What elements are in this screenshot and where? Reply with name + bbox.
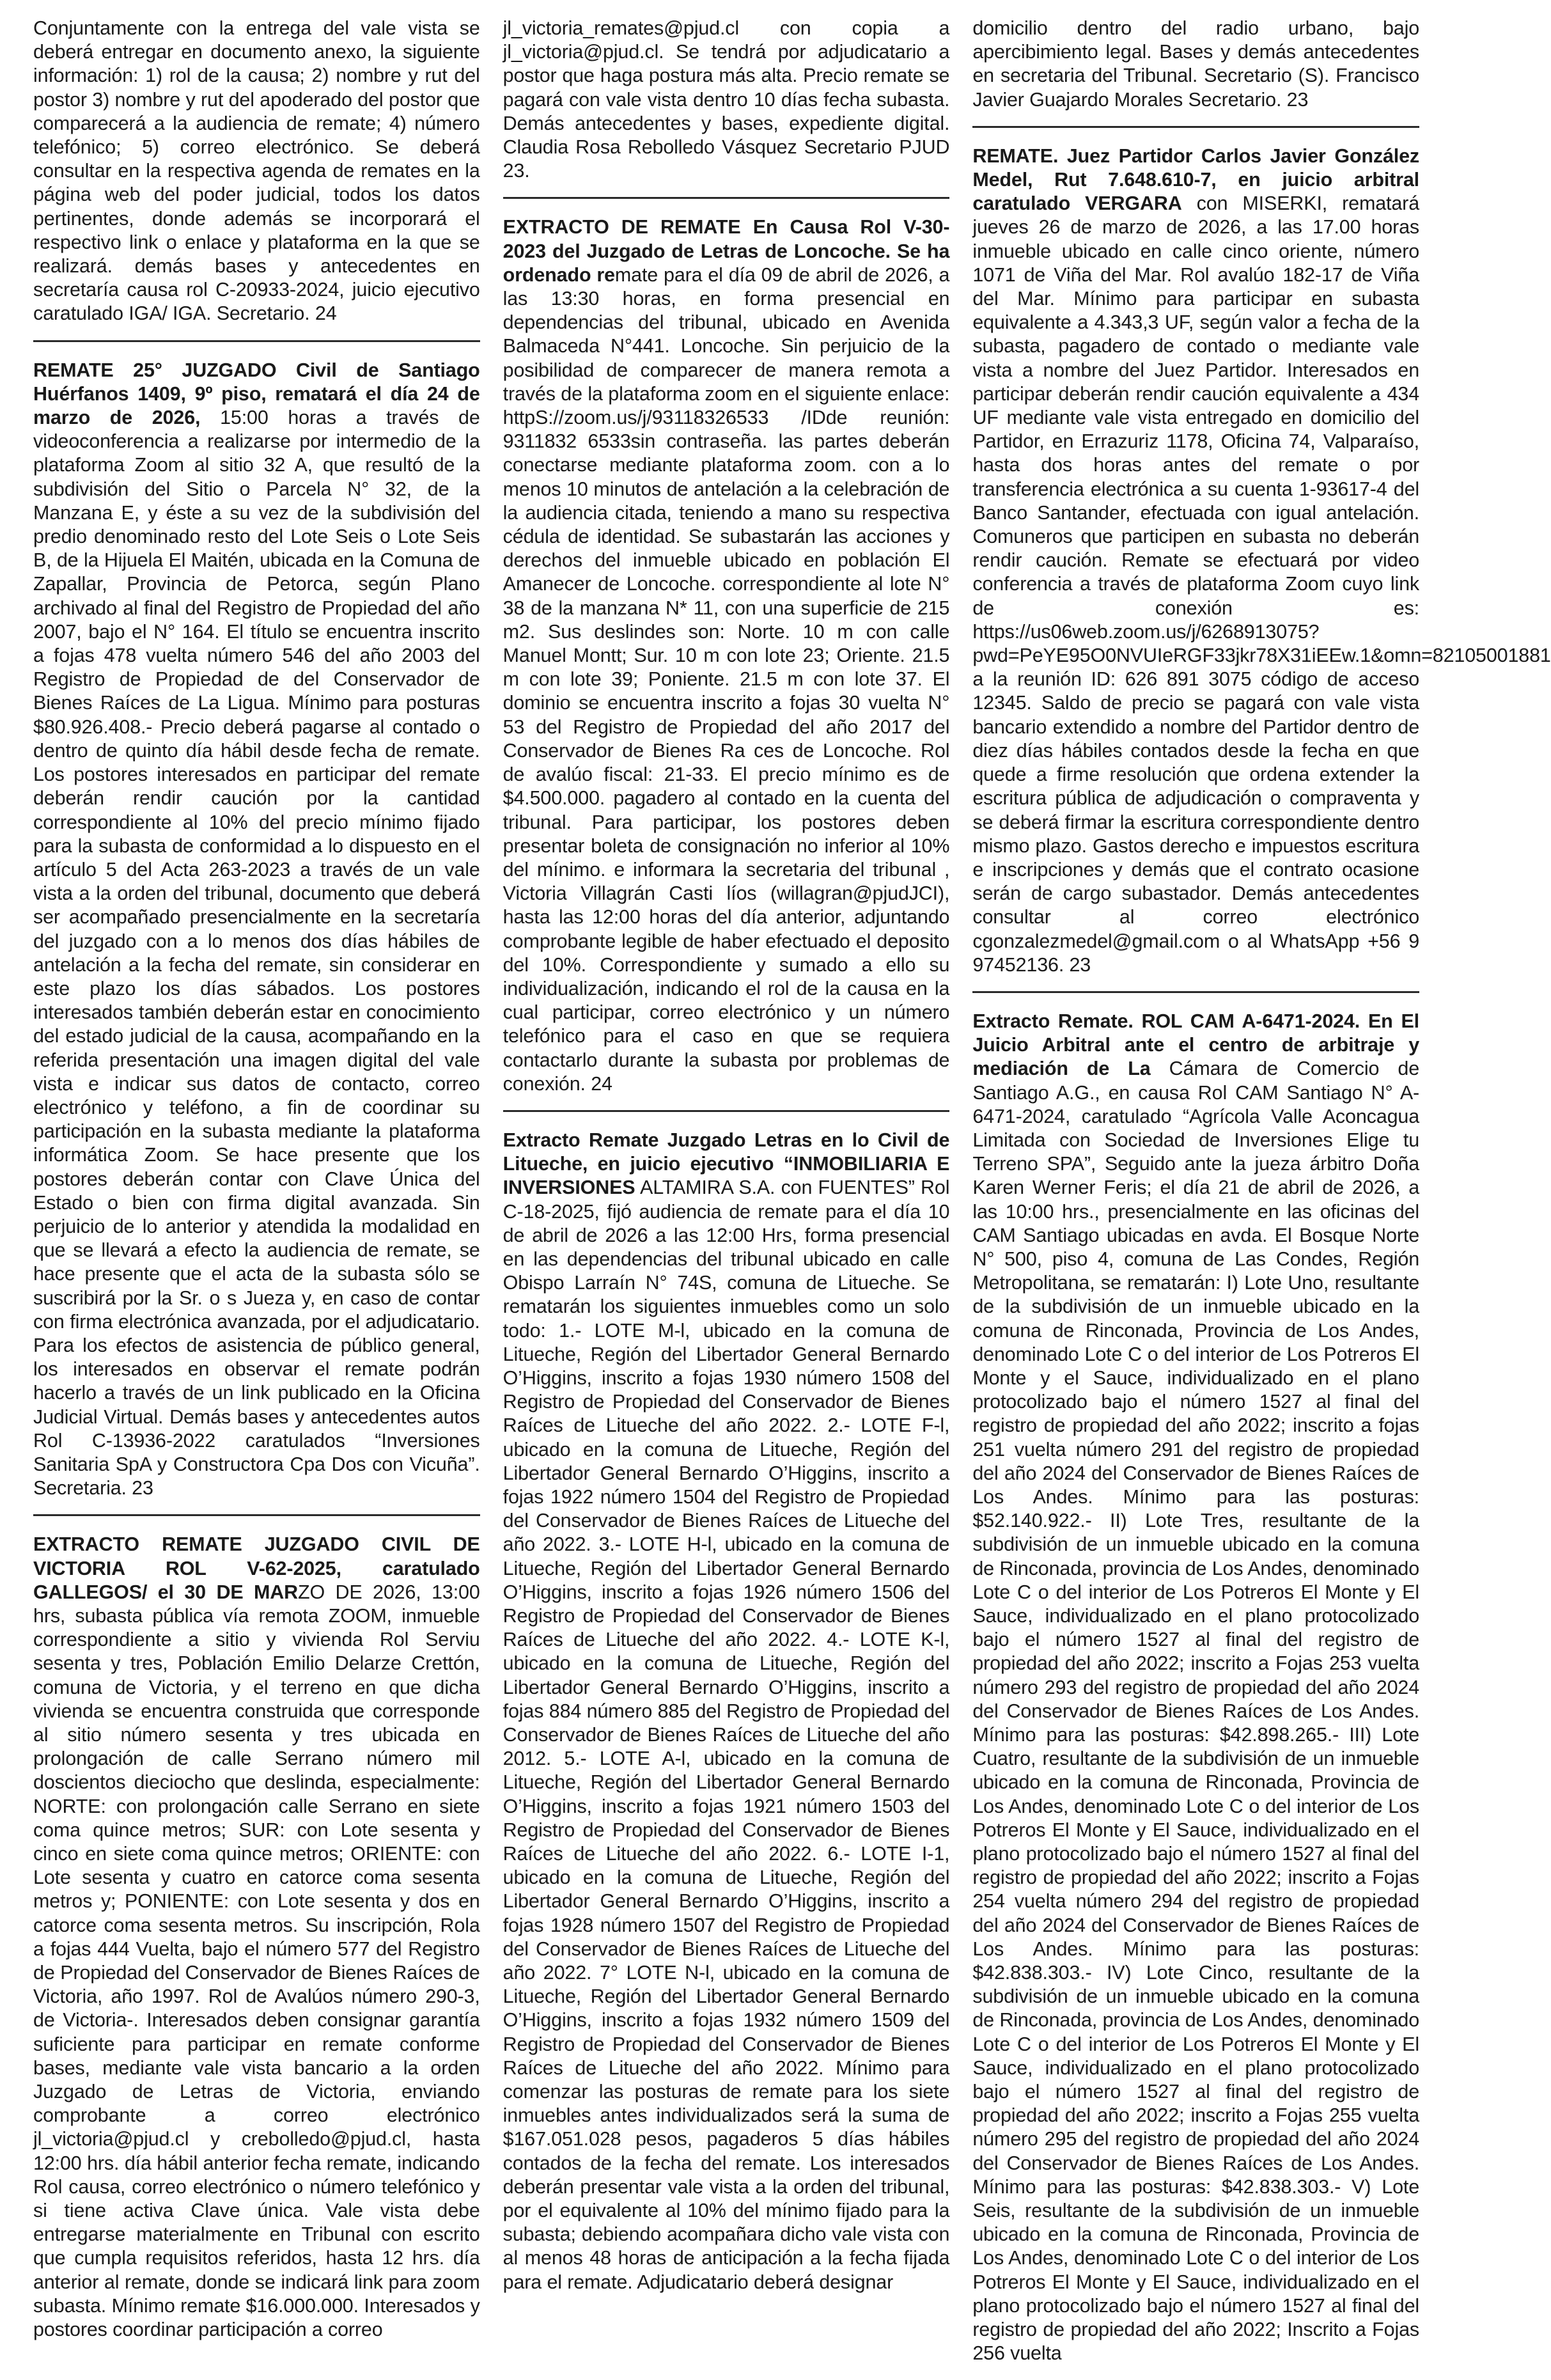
notice-body: jl_victoria_remates@pjud.cl con copia a jl_victoria@pjud.cl. Se tendrá por adjudicatario a postor que haga postura más alta. Precio remate se pagará con vale vista dentro 10 días fecha subasta. Demás antecedentes y bases, expediente digital. Claudia Rosa Rebolledo Vásquez Secretario PJUD 23. <box>503 17 950 182</box>
notice-lead: REMATE 25° JUZGADO Civil de Santiago Huérfanos 1409, 9º piso, rematará el día 24 de marzo de 2026, <box>33 359 480 429</box>
notice-remate-litueche <box>503 1129 950 2308</box>
notice-remate-25-juzgado <box>33 359 480 1517</box>
column-1 <box>33 17 480 2341</box>
notice-remate-loncoche <box>503 215 950 1112</box>
notice-body: ALTAMIRA S.A. con FUENTES” Rol C-18-2025, fijó audiencia de remate para el día 10 de abril de 2026 a las 12:00 Hrs, forma presencial en las dependencias del tribunal ubicado en calle Obispo Larraín N° 74S, comuna de Litueche. Se rematarán los siguientes inmuebles como un solo todo: 1.- LOTE M-l, ubicado en la comuna de Litueche, Región del Libertador General Bernardo O’Higgins, inscrito a fojas 1930 número 1508 del Registro de Propiedad del Conservador de Bienes Raíces de Litueche del año 2022. 2.- LOTE F-l, ubicado en la comuna de Litueche, Región del Libertador General Bernardo O’Higgins, inscrito a fojas 1922 número 1504 del Registro de Propiedad del Conservador de Bienes Raíces de Litueche del año 2022. 3.- LOTE H-l, ubicado en la comuna de Litueche, Región del Libertador General Bernardo O’Higgins, inscrito a fojas 1926 número 1506 del Registro de Propiedad del Conservador de Bienes Raíces de Litueche del año 2022. 4.- LOTE K-l, ubicado en la comuna de Litueche, Región del Libertador General Bernardo O’Higgins, inscrito a fojas 884 número 885 del Registro de Propiedad del Conservador de Bienes Raíces de Litueche del año 2012. 5.- LOTE A-l, ubicado en la comuna de Litueche, Región del Libertador General Bernardo O’Higgins, inscrito a fojas 1921 número 1503 del Registro de Propiedad del Conservador de Bienes Raíces de Litueche del año 2022. 6.- LOTE I-1, ubicado en la comuna de Litueche, Región del Libertador General Bernardo O’Higgins, inscrito a fojas 1928 número 1507 del Registro de Propiedad del Conservador de Bienes Raíces de Litueche del año 2022. 7° LOTE N-l, ubicado en la comuna de Litueche, Región del Libertador General Bernardo O’Higgins, inscrito a fojas 1932 número 1509 del Registro de Propiedad del Conservador de Bienes Raíces de Litueche del año 2022. Mínimo para comenzar las posturas de remate para los siete inmuebles antes individualizados será la suma de $167.051.028 pesos, pagaderos 5 días hábiles contados de la fecha del remate. Los interesados deberán presentar vale vista a la orden del tribunal, por el equivalente al 10% del mínimo fijado para la subasta; debiendo acompañara dicho vale vista con al menos 48 horas de anticipación a la fecha fijada para el remate. Adjudicatario deberá designar <box>503 1177 950 2293</box>
notice-continuation <box>503 17 950 199</box>
notice-body: Cámara de Comercio de Santiago A.G., en causa Rol CAM Santiago N° A-6471-2024, caratulado “Agrícola Valle Aconcagua Limitada con Sociedad de Inversiones Elige tu Terreno SPA”, Seguido ante la jueza árbitro Doña Karen Werner Feris; el día 21 de abril de 2026, a las 10:00 hrs., presencialmente en las oficinas del CAM Santiago ubicadas en avda. El Bosque Norte N° 500, piso 4, comuna de Las Condes, Región Metropolitana, se rematarán: I) Lote Uno, resultante de la subdivisión de un inmueble ubicado en la comuna de Rinconada, Provincia de Los Andes, denominado Lote C o del interior de Los Potreros El Monte y el Sauce, individualizado en el plano protocolizado bajo el número 1527 al final del registro de propiedad del año 2022; inscrito a fojas 251 vuelta número 291 del registro de propiedad del año 2024 del Conservador de Bienes Raíces de Los Andes. Mínimo para las posturas: $52.140.922.- II) Lote Tres, resultante de la subdivisión de un inmueble ubicado en la comuna de Rinconada, provincia de Los Andes, denominado Lote C o del interior de Los Potreros El Monte y El Sauce, individualizado en el plano protocolizado bajo el número 1527 al final del registro de propiedad del año 2022; inscrito a Fojas 253 vuelta número 293 del registro de propiedad del año 2024 del Conservador de Bienes Raíces de Los Andes. Mínimo para las posturas: $42.898.265.- III) Lote Cuatro, resultante de la subdivisión de un inmueble ubicado en la comuna de Rinconada, Provincia de Los Andes, denominado Lote C o del interior de Los Potreros El Monte y El Sauce, individualizado en el plano protocolizado bajo el número 1527 al final del registro de propiedad del año 2022; inscrito a Fojas 254 vuelta número 294 del registro de propiedad del año 2024 del Conservador de Bienes Raíces de Los Andes. Mínimo para las posturas: $42.838.303.- IV) Lote Cinco, resultante de la subdivisión de un inmueble ubicado en la comuna de Rinconada, provincia de Los Andes, denominado Lote C o del interior de Los Potreros El Monte y El Sauce, individualizado en el plano protocolizado bajo el número 1527 al final del registro de propiedad del año 2022; inscrito a Fojas 255 vuelta número 295 del registro de propiedad del año 2024 del Conservador de Bienes Raíces de Los Andes. Mínimo para las posturas: $42.838.303.- V) Lote Seis, resultante de la subdivisión de un inmueble ubicado en la comuna de Rinconada, Provincia de Los Andes, denominado Lote C o del interior de Los Potreros El Monte y El Sauce, individualizado en el plano protocolizado bajo el número 1527 al final del registro de propiedad del año 2022; Inscrito a Fojas 256 vuelta <box>972 1058 1420 2365</box>
notice-remate-juez-partidor <box>972 145 1551 993</box>
notice-body: domicilio dentro del radio urbano, bajo apercibimiento legal. Bases y demás antecedentes en secretaria del Tribunal. Secretario (S). Francisco Javier Guajardo Morales Secretario. 23 <box>972 17 1420 111</box>
notice-lead: Extracto Remate. ROL CAM A-6471-2024. En El Juicio Arbitral ante el centro de arbitraje y mediación de La <box>972 1010 1420 1080</box>
notice-lead: EXTRACTO DE REMATE En Causa Rol V-30-2023 del Juzgado de Letras de Loncoche. Se ha ordenado re <box>503 216 950 286</box>
notice-continuation <box>972 17 1419 128</box>
notice-body: mate para el día 09 de abril de 2026, a las 13:30 horas, en forma presencial en dependencias del tribunal, ubicado en Avenida Balmaceda N°441. Loncoche. Sin perjuicio de la posibilidad de comparecer de manera remota a través de la plataforma zoom en el siguiente enlace: httpS://zoom.us/j/93118326533 /IDde reunión: 9311832 6533sin contraseña. las partes deberán conectarse mediante plataforma zoom. con a lo menos 10 minutos de antelación a la celebración de la audiencia citada, teniendo a mano su respectiva cédula de identidad. Se subastarán las acciones y derechos del inmueble ubicado en población El Amanecer de Loncoche. correspondiente al lote N° 38 de la manzana N* 11, con una superficie de 215 m2. Sus deslindes son: Norte. 10 m con calle Manuel Montt; Sur. 10 m con lote 23; Oriente. 21.5 m con lote 39; Poniente. 21.5 m con lote 37. El dominio se encuentra inscrito a fojas 30 vuelta N° 53 del Registro de Propiedad del año 2017 del Conservador de Bienes Ra ces de Loncoche. Rol de avalúo fiscal: 21-33. El precio mínimo es de $4.500.000. pagadero al contado en la cuenta del tribunal. Para participar, los postores deben presentar boleta de consignación no inferior al 10% del mínimo. e informara la secretaria del tribunal , Victoria Villagrán Casti líos (willagran@pjudJCI), hasta las 12:00 horas del día anterior, adjuntando comprobante legible de haber efectuado el deposito del 10%. Correspondiente y sumado a ello su individualización, indicando el rol de la causa en la cual participar, correo electrónico y un número telefónico para el caso en que se requiera contactarlo durante la subasta por problemas de conexión. 24 <box>503 263 950 1095</box>
notice-lead: EXTRACTO REMATE JUZGADO CIVIL DE VICTORIA ROL V-62-2025, caratulado GALLEGOS/ el 30 DE MAR <box>33 1533 480 1603</box>
notice-body: ZO DE 2026, 13:00 hrs, subasta pública vía remota ZOOM, inmueble correspondiente a sitio y vivienda Rol Serviu sesenta y tres, Población Emilio Delarze Crettón, comuna de Victoria, y el terreno en que dicha vivienda se encuentra construida que corresponde al sitio número sesenta y tres ubicada en prolongación de calle Serrano número mil doscientos dieciocho que deslinda, especialmente: NORTE: con prolongación calle Serrano en siete coma quince metros; SUR: con Lote sesenta y cinco en siete coma quince metros; ORIENTE: con Lote sesenta y cuatro en catorce coma sesenta metros y; PONIENTE: con Lote sesenta y dos en catorce coma sesenta metros. Su inscripción, Rola a fojas 444 Vuelta, bajo el número 577 del Registro de Propiedad del Conservador de Bienes Raíces de Victoria, año 1997. Rol de Avalúos número 290-3, de Victoria-. Interesados deben consignar garantía suficiente para participar en remate conforme bases, mediante vale vista bancario a la orden Juzgado de Letras de Victoria, enviando comprobante a correo electrónico jl_victoria@pjud.cl y crebolledo@pjud.cl, hasta 12:00 hrs. día hábil anterior fecha remate, indicando Rol causa, correo electrónico o número telefónico y si tiene activa Clave única. Vale vista debe entregarse materialmente en Tribunal con escrito que cumpla requisitos referidos, hasta 12 hrs. día anterior al remate, donde se indicará link para zoom subasta. Mínimo remate $16.000.000. Interesados y postores coordinar participación a correo <box>33 1581 480 2341</box>
notice-lead: REMATE. Juez Partidor Carlos Javier González Medel, Rut 7.648.610-7, en juicio arbitral caratulado VERGARA <box>972 145 1420 215</box>
notice-continuation <box>33 17 480 342</box>
notice-lead: Extracto Remate Juzgado Letras en lo Civil de Litueche, en juicio ejecutivo “INMOBILIARIA E INVERSIONES <box>503 1129 950 1199</box>
notice-remate-victoria <box>33 1533 480 2356</box>
notice-body: con MISERKI, rematará jueves 26 de marzo de 2026, a las 17.00 horas inmueble ubicado en calle cinco oriente, número 1071 de Viña del Mar. Rol avalúo 182-17 de Viña del Mar. Mínimo para participar en subasta equivalente a 4.343,3 UF, según valor a fecha de la subasta, pagadero de contado o mediante vale vista a nombre del Juez Partidor. Interesados en participar deberán rendir caución equivalente a 434 UF mediante vale vista entregado en domicilio del Partidor, en Errazuriz 1178, Oficina 74, Valparaíso, hasta dos horas antes del remate o por transferencia electrónica a su cuenta 1-93617-4 del Banco Santander, efectuada con igual antelación. Comuneros que participen en subasta no deberán rendir caución. Remate se efectuará por video conferencia a través de plataforma Zoom cuyo link de conexión es: https://us06web.zoom.us/j/6268913075?pwd=PeYE95O0NVUIeRGF33jkr78X31iEEw.1&omn=82105001881 a la reunión ID: 626 891 3075 código de acceso 12345. Saldo de precio se pagará con vale vista bancario extendido a nombre del Partidor dentro de diez días hábiles contados desde la fecha en que quede a firme resolución que ordena extender la escritura pública de adjudicación o compraventa y se deberá firmar la escritura correspondiente dentro mismo plazo. Gastos derecho e impuestos escritura e inscripciones y demás que el contrato ocasione serán de cargo subastador. Demás antecedentes consultar al correo electrónico cgonzalezmedel@gmail.com o al WhatsApp +56 9 97452136. 23 <box>972 192 1551 976</box>
column-3 <box>972 17 1551 2365</box>
notice-remate-cam <box>972 1010 1419 2380</box>
notice-body: 15:00 horas a través de videoconferencia a realizarse por intermedio de la plataforma Zoom al sitio 32 A, que resultó de la subdivisión del Sitio o Parcela N° 32, de la Manzana E, y éste a su vez de la subdivisión del predio denominado resto del Lote Seis o Lote Seis B, de la Hijuela El Maitén, ubicada en la Comuna de Zapallar, Provincia de Petorca, según Plano archivado al final del Registro de Propiedad del año 2007, bajo el N° 164. El título se encuentra inscrito a fojas 478 vuelta número 546 del año 2003 del Registro de Propiedad de del Conservador de Bienes Raíces de La Ligua. Mínimo para posturas $80.926.408.- Precio deberá pagarse al contado o dentro de quinto día hábil desde fecha de remate. Los postores interesados en participar del remate deberán rendir caución por la cantidad correspondiente al 10% del precio mínimo fijado para la subasta de conformidad a lo dispuesto en el artículo 5 del Acta 263-2023 a través de un vale vista a la orden del tribunal, documento que deberá ser acompañado presencialmente en la secretaría del juzgado con a lo menos dos días hábiles de antelación a la fecha del remate, sin considerar en este plazo los días sábados. Los postores interesados también deberán estar en conocimiento del estado judicial de la causa, acompañando en la referida presentación una imagen digital del vale vista e indicar sus datos de contacto, correo electrónico y teléfono, a fin de coordinar su participación en la subasta mediante la plataforma informática Zoom. Se hace presente que los postores deberán contar con Clave Única del Estado o bien con firma digital avanzada. Sin perjuicio de lo anterior y atendida la modalidad en que se llevará a efecto la audiencia de remate, se hace presente que el acta de la subasta sólo se suscribirá por la Sr. o s Jueza y, en caso de contar con firma electrónica avanzada, por el adjudicatario. Para los efectos de asistencia de público general, los interesados en observar el remate podrán hacerlo a través de un link publicado en la Oficina Judicial Virtual. Demás bases y antecedentes autos Rol C-13936-2022 caratulados “Inversiones Sanitaria SpA y Constructora Cpa Dos con Vicuña”. Secretaria. 23 <box>33 407 480 1499</box>
notice-body: Conjuntamente con la entrega del vale vista se deberá entregar en documento anexo, la siguiente información: 1) rol de la causa; 2) nombre y rut del postor 3) nombre y rut del apoderado del postor que comparecerá a la audiencia de remate; 4) número telefónico; 5) correo electrónico. Se deberá consultar en la respectiva agenda de remates en la página web del poder judicial, todos los datos pertinentes, donde además se incorporará el respectivo link o enlace y plataforma en la que se realizará. demás bases y antecedentes en secretaría causa rol C-20933-2024, juicio ejecutivo caratulado IGA/ IGA. Secretario. 24 <box>33 17 480 325</box>
column-2 <box>503 17 950 2293</box>
